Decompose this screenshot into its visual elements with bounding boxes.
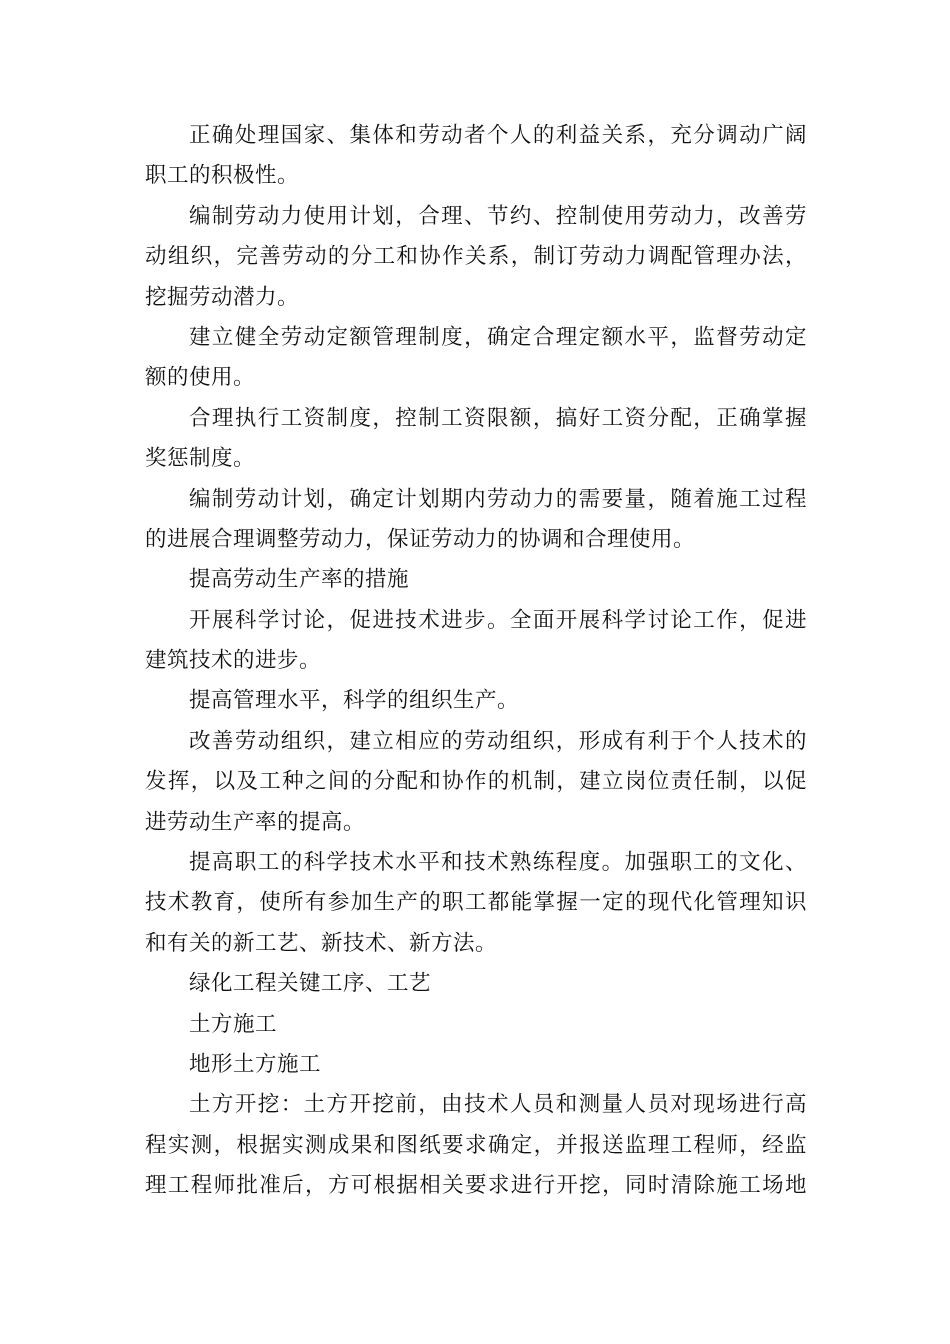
paragraph-line: 和有关的新工艺、新技术、新方法。 — [145, 930, 498, 956]
document-body — [145, 116, 807, 1207]
paragraph-line: 编制劳动力使用计划，合理、节约、控制使用劳动力，改善劳 — [189, 203, 807, 229]
paragraph-line: 建筑技术的进步。 — [145, 648, 322, 674]
section-heading: 提高劳动生产率的措施 — [189, 567, 410, 593]
paragraph-line: 改善劳动组织，建立相应的劳动组织，形成有利于个人技术的 — [189, 728, 807, 754]
paragraph-line: 编制劳动计划，确定计划期内劳动力的需要量，随着施工过程 — [189, 486, 807, 512]
section-heading: 土方施工 — [189, 1011, 278, 1037]
paragraph-line: 理工程师批准后，方可根据相关要求进行开挖，同时清除施工场地 — [145, 1173, 807, 1199]
paragraph-line: 提高职工的科学技术水平和技术熟练程度。加强职工的文化、 — [189, 850, 807, 876]
paragraph-line: 动组织，完善劳动的分工和协作关系，制订劳动力调配管理办法， — [145, 244, 807, 270]
section-heading: 地形土方施工 — [189, 1051, 322, 1077]
paragraph-line: 挖掘劳动潜力。 — [145, 284, 300, 310]
paragraph-line: 奖惩制度。 — [145, 446, 256, 472]
paragraph-line: 建立健全劳动定额管理制度，确定合理定额水平，监督劳动定 — [189, 324, 807, 350]
paragraph-line: 进劳动生产率的提高。 — [145, 809, 366, 835]
paragraph-line: 职工的积极性。 — [145, 163, 300, 189]
paragraph-line: 额的使用。 — [145, 365, 256, 391]
paragraph-line: 合理执行工资制度，控制工资限额，搞好工资分配，正确掌握 — [189, 405, 807, 431]
paragraph-line: 土方开挖：土方开挖前，由技术人员和测量人员对现场进行高 — [189, 1092, 807, 1118]
paragraph-line: 发挥，以及工种之间的分配和协作的机制，建立岗位责任制，以促 — [145, 769, 807, 795]
paragraph-line: 开展科学讨论，促进技术进步。全面开展科学讨论工作，促进 — [189, 607, 807, 633]
paragraph-line: 正确处理国家、集体和劳动者个人的利益关系，充分调动广阔 — [189, 123, 807, 148]
paragraph-line: 技术教育，使所有参加生产的职工都能掌握一定的现代化管理知识 — [145, 890, 807, 916]
paragraph-line: 的进展合理调整劳动力，保证劳动力的协调和合理使用。 — [145, 526, 696, 552]
paragraph-line: 程实测，根据实测成果和图纸要求确定，并报送监理工程师，经监 — [145, 1132, 807, 1158]
section-heading: 绿化工程关键工序、工艺 — [189, 971, 432, 997]
paragraph-line: 提高管理水平，科学的组织生产。 — [189, 688, 520, 714]
